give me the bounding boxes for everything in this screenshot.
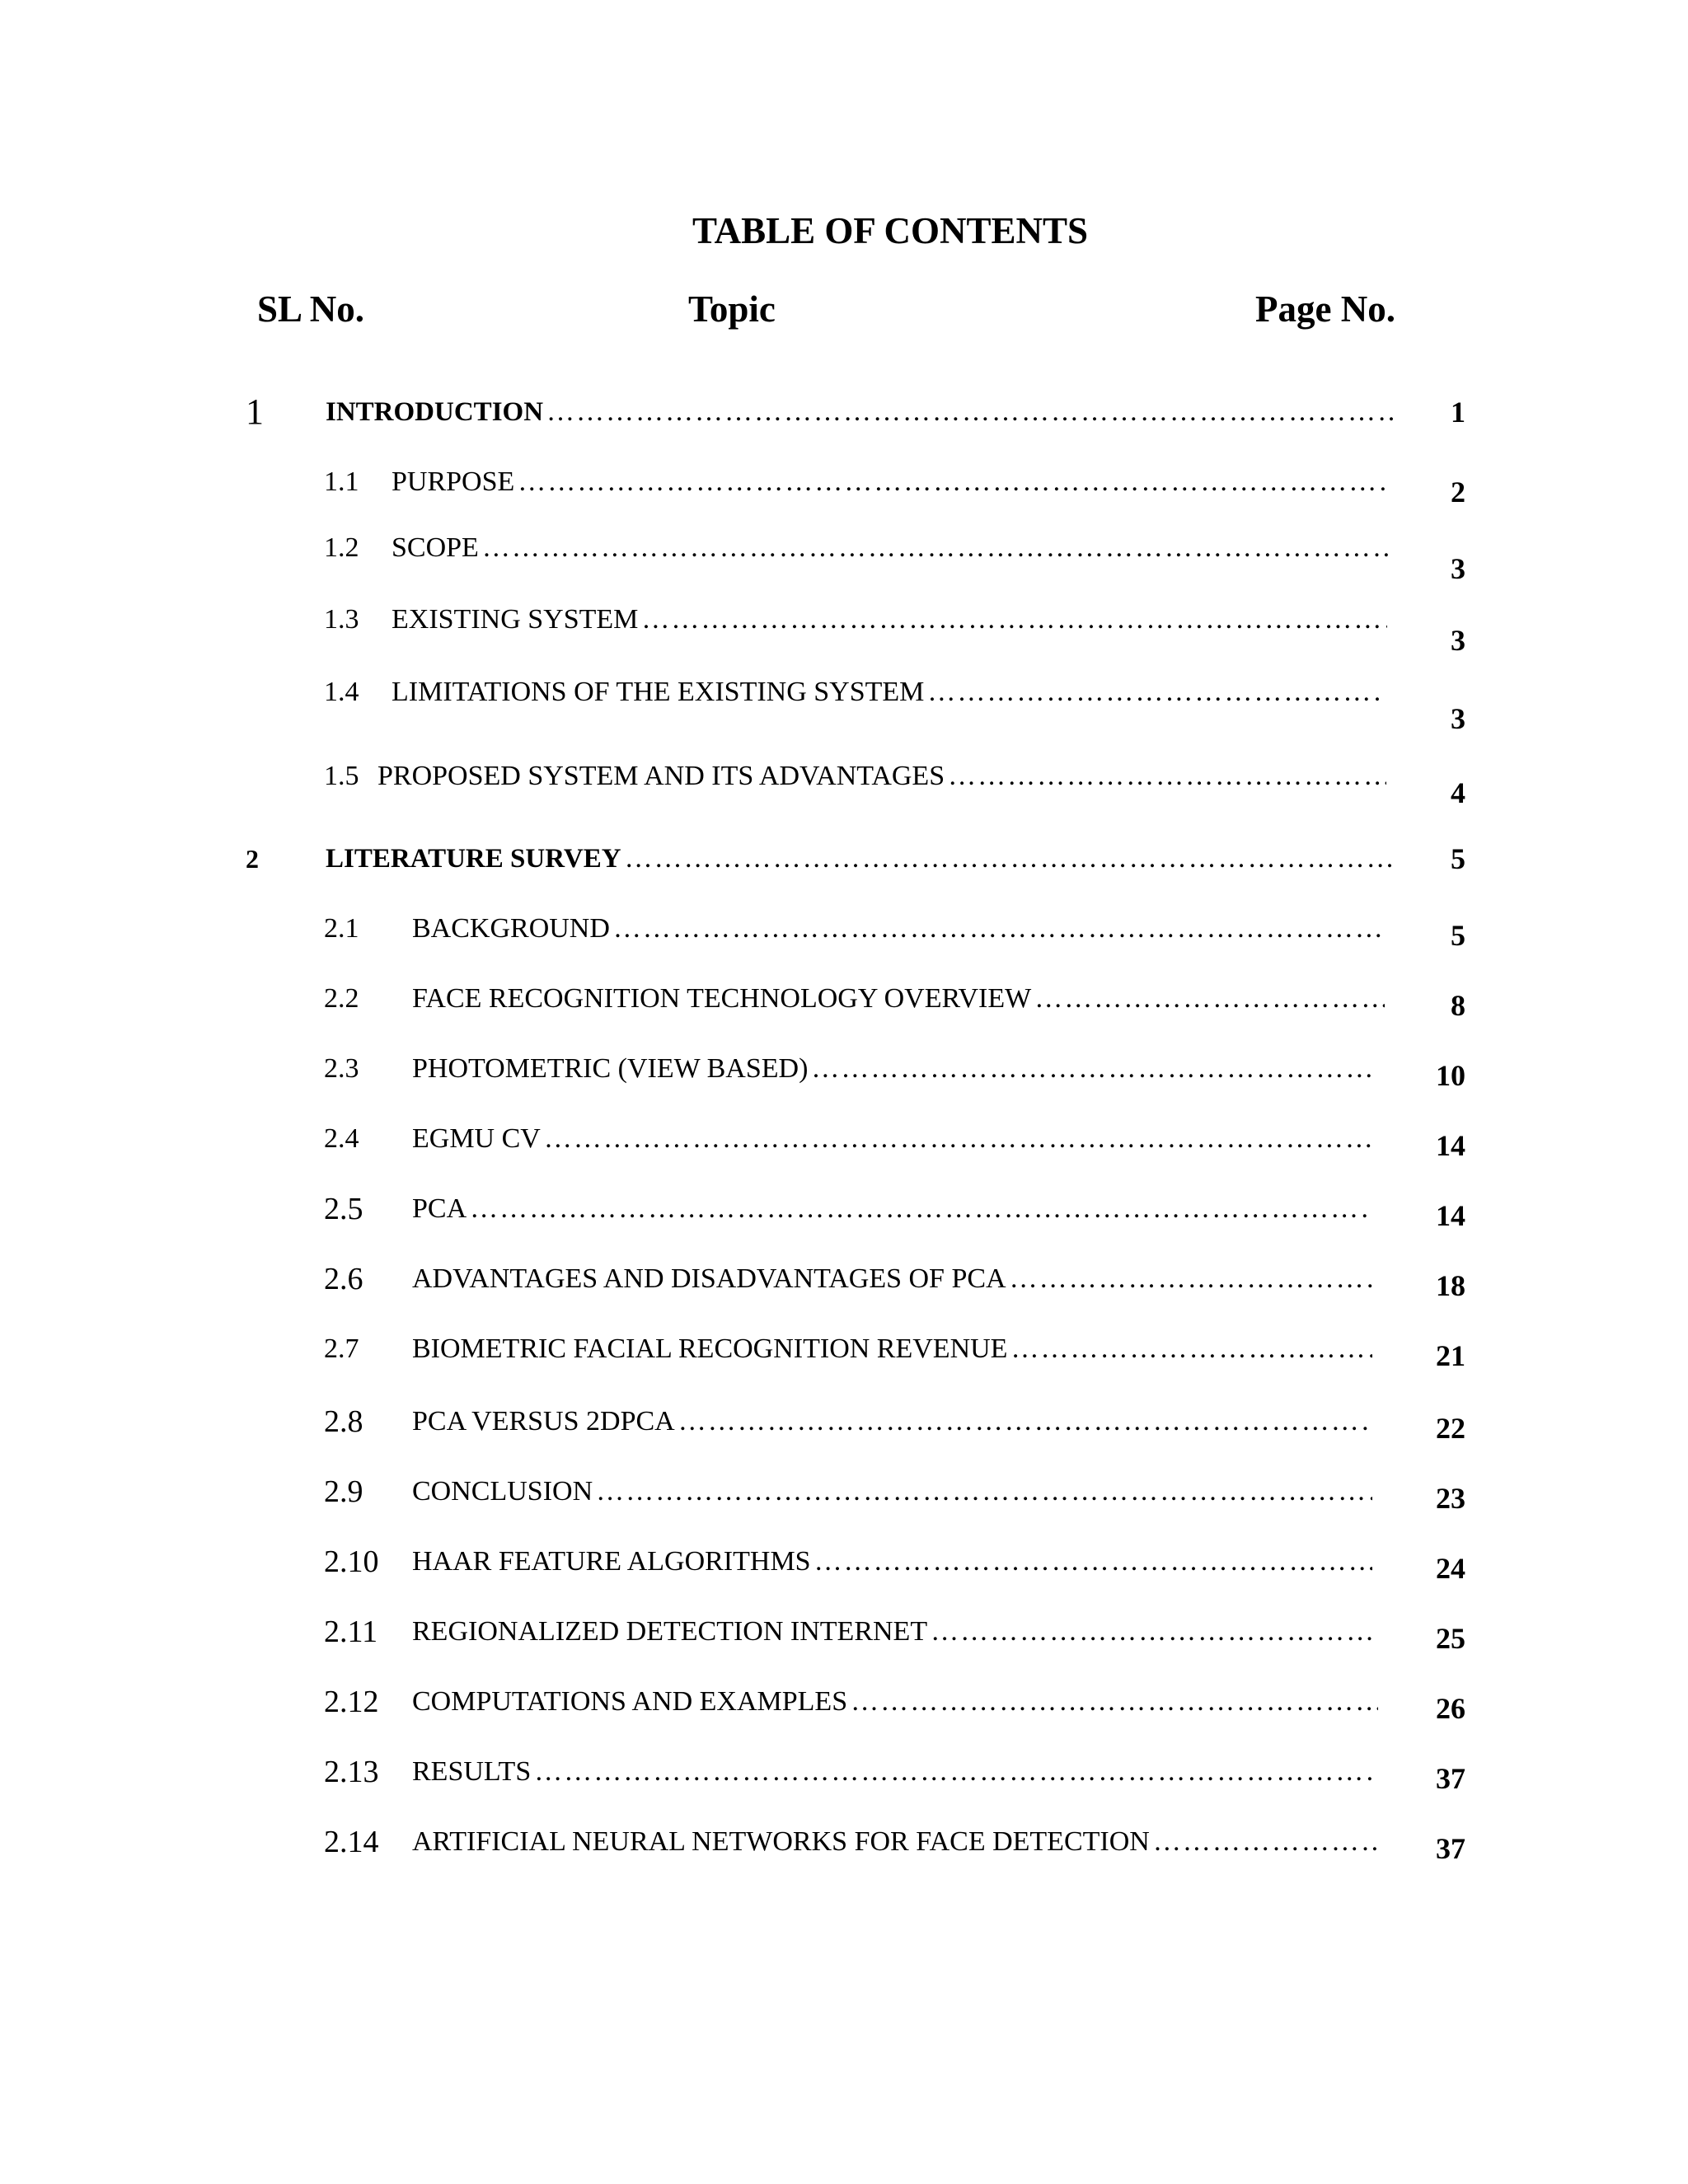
entry-number: 2.6 [324,1262,363,1296]
toc-entry [0,1114,1688,1164]
toc-entry [0,595,1688,657]
entry-title: SCOPE [392,532,479,563]
dot-leader [467,1193,1372,1225]
entry-leader [412,1324,1372,1374]
dot-leader [927,1616,1375,1647]
dot-leader [593,1476,1372,1507]
toc-entry [0,1324,1688,1374]
page-title: TABLE OF CONTENTS [692,210,1089,251]
entry-number: 2.5 [324,1192,363,1226]
toc-entry [0,1254,1688,1304]
entry-number: 1.1 [324,466,359,497]
entry-page: 25 [1436,1622,1465,1655]
entry-number: 2.11 [324,1615,378,1649]
page-no-header: Page No. [1255,288,1395,330]
toc-entry [0,1747,1688,1797]
entry-leader [412,974,1385,1024]
entry-title: CONCLUSION [412,1476,593,1507]
entry-title: RESULTS [412,1756,532,1787]
entry-leader [412,1184,1372,1234]
entry-page: 22 [1436,1412,1465,1445]
toc-entry [0,1044,1688,1094]
entry-leader [412,1114,1372,1164]
entry-number: 1.5 [324,761,359,791]
entry-leader [326,834,1393,883]
entry-title: FACE RECOGNITION TECHNOLOGY OVERVIEW [412,983,1032,1014]
entry-leader [412,1467,1372,1516]
entry-title: PCA [412,1193,467,1224]
toc-entry [0,1467,1688,1516]
entry-page: 5 [1451,842,1465,875]
entry-page: 23 [1436,1482,1465,1515]
entry-number: 1.3 [324,604,359,635]
entry-title: ADVANTAGES AND DISADVANTAGES OF PCA [412,1263,1006,1294]
toc-entry [0,523,1688,585]
entry-leader [412,1044,1375,1094]
dot-leader [514,466,1389,498]
entry-title: PROPOSED SYSTEM AND ITS ADVANTAGES [377,761,945,791]
entry-number: 2 [246,844,259,874]
dot-leader [638,604,1387,635]
toc-entry [0,974,1688,1024]
entry-title: BACKGROUND [412,913,610,944]
entry-leader [412,1747,1375,1797]
entry-page: 21 [1436,1339,1465,1372]
dot-leader [1031,983,1385,1015]
toc-entry [0,1817,1688,1867]
entry-number: 2.14 [324,1825,379,1859]
entry-number: 1.2 [324,532,359,563]
entry-title: REGIONALIZED DETECTION INTERNET [412,1616,928,1647]
toc-entry [0,1184,1688,1234]
entry-leader [392,457,1389,507]
dot-leader [479,532,1389,564]
entry-title: HAAR FEATURE ALGORITHMS [412,1546,811,1577]
entry-page: 4 [1451,776,1465,809]
entry-page: 1 [1451,396,1465,429]
entry-number: 2.7 [324,1333,359,1364]
entry-number: 2.12 [324,1685,379,1719]
toc-entry [0,1677,1688,1727]
entry-page: 37 [1436,1762,1465,1795]
toc-entry [0,1397,1688,1446]
entry-leader [326,387,1397,437]
entry-title: EGMU CV [412,1123,541,1154]
entry-title: BIOMETRIC FACIAL RECOGNITION REVENUE [412,1333,1008,1364]
dot-leader [531,1756,1375,1788]
sl-no-header: SL No. [257,288,365,330]
toc-entry [0,668,1688,735]
entry-leader [412,1817,1381,1867]
entry-page: 5 [1451,919,1465,952]
dot-leader [945,761,1386,792]
entry-page: 14 [1436,1129,1465,1162]
entry-number: 1.4 [324,677,359,707]
entry-leader [412,1397,1372,1446]
entry-page: 18 [1436,1269,1465,1302]
dot-leader [847,1686,1378,1718]
entry-number: 2.8 [324,1404,363,1439]
entry-number: 2.4 [324,1123,359,1154]
entry-leader [412,1537,1372,1586]
entry-page: 3 [1451,552,1465,585]
entry-leader [392,523,1389,573]
toc-entry [0,1537,1688,1586]
entry-leader [392,668,1382,717]
dot-leader [541,1123,1372,1155]
entry-leader [412,1677,1378,1727]
entry-number: 1 [246,391,264,432]
toc-entry-chapter-1 [0,387,1688,437]
dot-leader [1006,1263,1372,1295]
entry-title: COMPUTATIONS AND EXAMPLES [412,1686,848,1717]
toc-entry [0,752,1688,809]
entry-number: 2.1 [324,913,359,944]
entry-page: 10 [1436,1059,1465,1092]
dot-leader [924,677,1382,708]
entry-number: 2.13 [324,1755,379,1789]
entry-leader [412,1254,1372,1304]
dot-leader [610,913,1385,944]
entry-number: 2.3 [324,1053,359,1084]
entry-title: PCA VERSUS 2DPCA [412,1406,675,1436]
entry-leader [392,595,1387,644]
entry-page: 2 [1451,476,1465,509]
entry-page: 8 [1451,989,1465,1022]
entry-title: LIMITATIONS OF THE EXISTING SYSTEM [392,677,925,707]
entry-page: 26 [1436,1692,1465,1725]
entry-page: 3 [1451,624,1465,657]
toc-entry [0,904,1688,954]
entry-page: 14 [1436,1199,1465,1232]
entry-number: 2.10 [324,1544,379,1579]
toc-entry [0,1607,1688,1657]
entry-title: PHOTOMETRIC (VIEW BASED) [412,1053,809,1084]
dot-leader [811,1546,1372,1577]
dot-leader [543,396,1397,428]
dot-leader [621,843,1393,874]
entry-title: INTRODUCTION [326,396,544,427]
dot-leader [675,1406,1372,1437]
entry-title: PURPOSE [392,466,515,497]
entry-title: LITERATURE SURVEY [326,843,621,874]
toc-entry [0,457,1688,507]
dot-leader [1007,1333,1372,1365]
entry-number: 2.2 [324,983,359,1014]
dot-leader [808,1053,1375,1085]
dot-leader [1150,1826,1381,1858]
entry-title: EXISTING SYSTEM [392,604,639,635]
toc-entry-chapter-2 [0,834,1688,883]
entry-page: 24 [1436,1552,1465,1585]
entry-title: ARTIFICIAL NEURAL NETWORKS FOR FACE DETECTION [412,1826,1150,1857]
entry-leader [412,1607,1375,1657]
entry-leader [412,904,1385,954]
entry-page: 3 [1451,702,1465,735]
entry-leader [377,752,1386,801]
topic-header: Topic [688,288,776,330]
entry-page: 37 [1436,1832,1465,1865]
entry-number: 2.9 [324,1474,363,1509]
